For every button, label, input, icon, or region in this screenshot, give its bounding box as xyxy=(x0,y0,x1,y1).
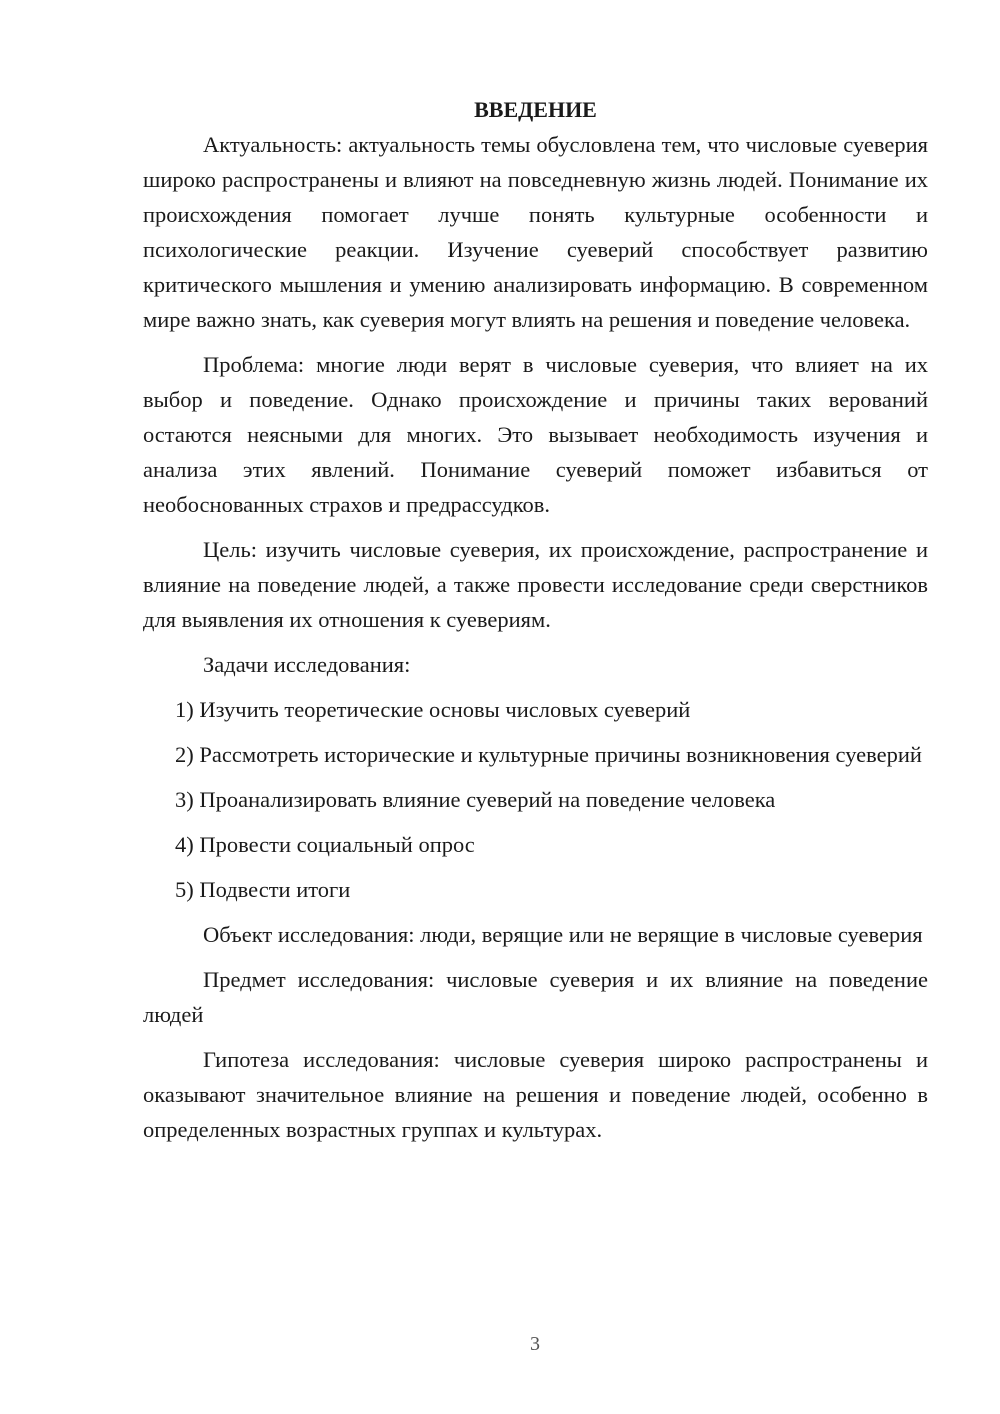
goal-paragraph: Цель: изучить числовые суеверия, их происхождение, распространение и влияние на поведение людей, а также провести исследование среди сверстников для выявления их отношения к суевериям. xyxy=(143,537,928,632)
object-paragraph: Объект исследования: люди, верящие или не верящие в числовые суеверия xyxy=(203,922,923,947)
subject-paragraph: Предмет исследования: числовые суеверия и их влияние на поведение людей xyxy=(143,967,928,1027)
page-number: 3 xyxy=(530,1333,540,1355)
task-item: 3) Проанализировать влияние суеверий на поведение человека xyxy=(175,787,776,812)
task-item: 5) Подвести итоги xyxy=(175,877,351,902)
task-item: 2) Рассмотреть исторические и культурные причины возникновения суеверий xyxy=(175,742,922,767)
tasks-heading: Задачи исследования: xyxy=(203,652,411,677)
hypothesis-paragraph: Гипотеза исследования: числовые суеверия широко распространены и оказывают значительное влияние на решения и поведение людей, особенно в определенных возрастных группах и культурах. xyxy=(143,1047,928,1142)
section-title: ВВЕДЕНИЕ xyxy=(474,97,597,122)
problem-paragraph: Проблема: многие люди верят в числовые суеверия, что влияет на их выбор и поведение. Однако происхождение и причины таких верований остаются неясными для многих. Это вызывает необходимость изучения и анализа этих явлений. Понимание суеверий поможет избавиться от необоснованных страхов и предрассудков. xyxy=(143,352,928,517)
task-item: 1) Изучить теоретические основы числовых суеверий xyxy=(175,697,691,722)
task-item: 4) Провести социальный опрос xyxy=(175,832,475,857)
relevance-paragraph: Актуальность: актуальность темы обусловлена тем, что числовые суеверия широко распространены и влияют на повседневную жизнь людей. Понимание их происхождения помогает лучше понять культурные особенности и психологические реакции. Изучение суеверий способствует развитию критического мышления и умению анализировать информацию. В современном мире важно знать, как суеверия могут влиять на решения и поведение человека. xyxy=(143,132,928,332)
document-page xyxy=(143,92,928,1147)
